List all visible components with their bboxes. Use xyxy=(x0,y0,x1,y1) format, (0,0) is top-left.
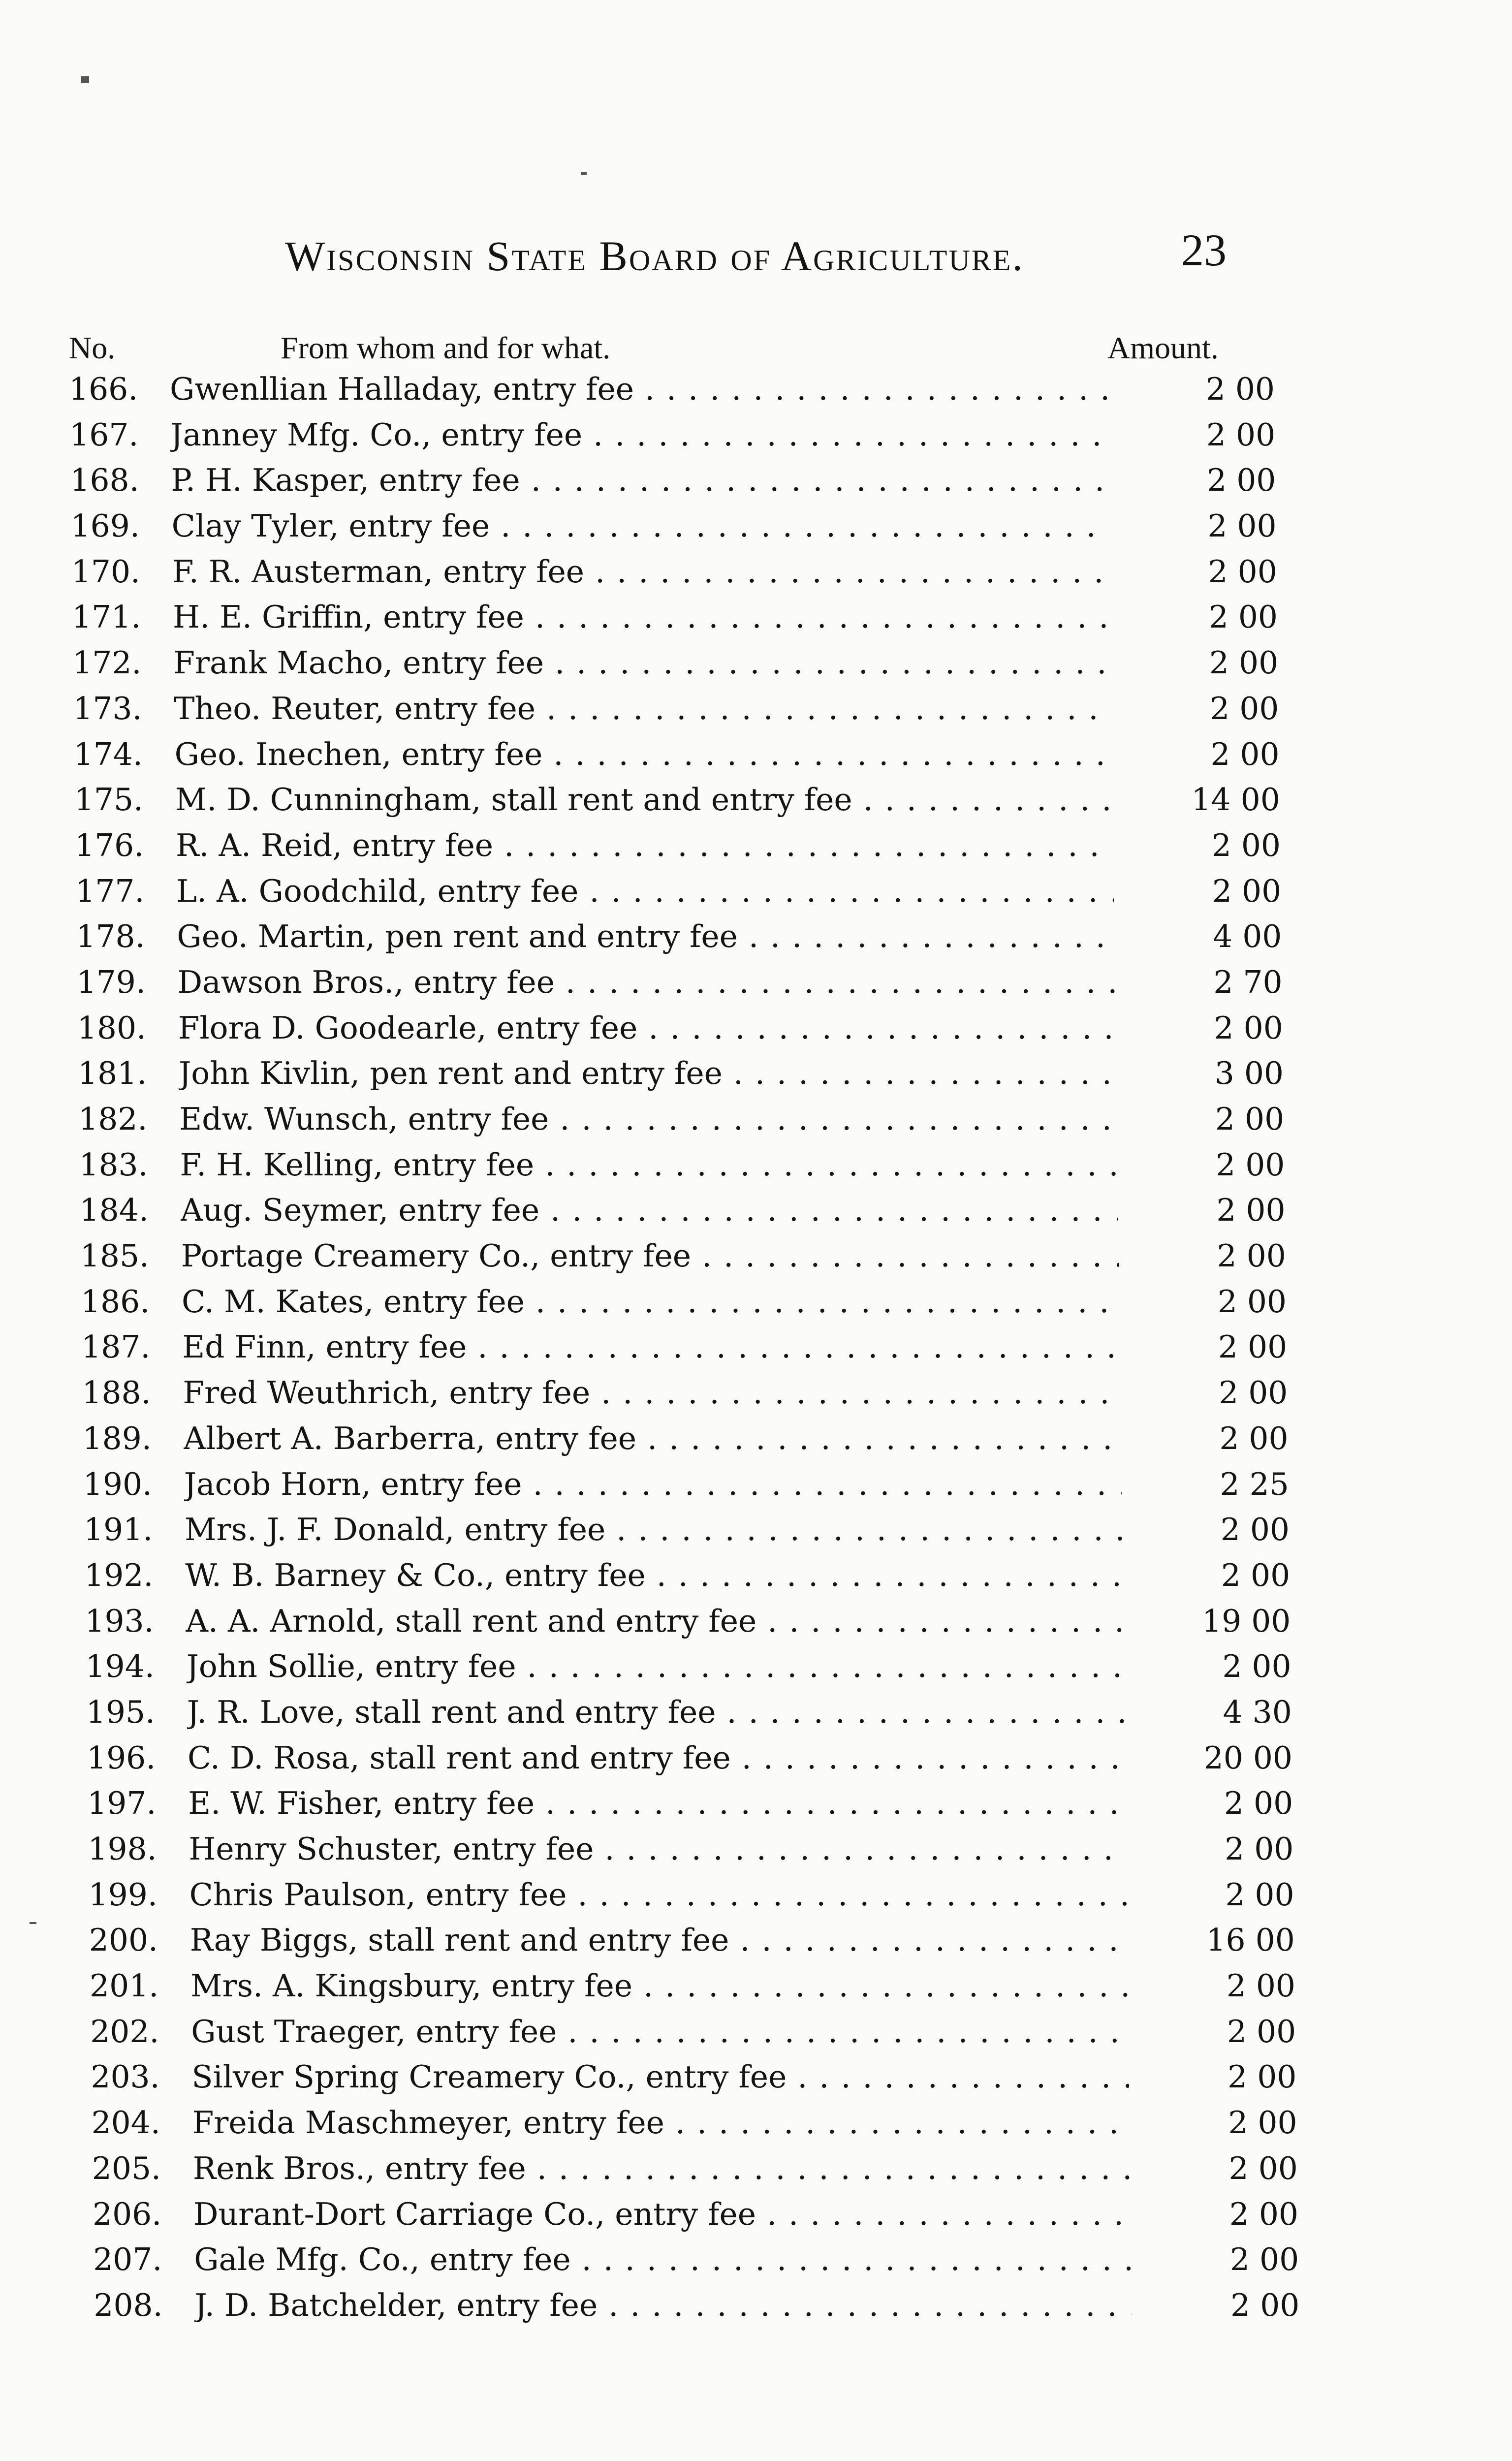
row-amount: 2 00 xyxy=(1222,1648,1292,1685)
row-number: 181. xyxy=(78,1055,147,1092)
row-number: 189. xyxy=(82,1420,152,1456)
row-amount: 14 00 xyxy=(1191,782,1280,818)
row-description: R. A. Reid, entry fee . . . xyxy=(176,823,1113,869)
page-number: 23 xyxy=(1181,225,1227,275)
table-row xyxy=(0,412,1512,458)
row-description: John Kivlin, pen rent and entry fee . . . xyxy=(179,1051,1116,1097)
row-amount: 3 00 xyxy=(1214,1055,1284,1092)
row-number: 169. xyxy=(70,508,140,544)
table-row xyxy=(0,458,1512,504)
row-number: 204. xyxy=(91,2105,160,2141)
table-row xyxy=(0,2146,1512,2192)
row-description: Ray Biggs, stall rent and entry fee . . . xyxy=(190,1918,1128,1963)
row-number: 205. xyxy=(92,2150,161,2186)
table-row xyxy=(0,1735,1512,1781)
row-number: 175. xyxy=(74,782,144,818)
table-row xyxy=(0,2283,1512,2329)
row-description: Durant-Dort Carriage Co., entry fee . . . xyxy=(193,2192,1131,2238)
row-amount: 2 00 xyxy=(1229,2241,1299,2278)
table-row xyxy=(0,914,1512,960)
ink-speck xyxy=(81,76,89,83)
row-amount: 2 00 xyxy=(1219,1375,1288,1411)
row-description: Fred Weuthrich, entry fee . . . xyxy=(183,1370,1120,1416)
row-amount: 2 00 xyxy=(1227,2013,1296,2050)
table-row xyxy=(0,1507,1512,1553)
row-amount: 2 00 xyxy=(1225,1831,1294,1867)
row-amount: 2 00 xyxy=(1206,416,1276,453)
row-amount: 19 00 xyxy=(1202,1603,1291,1639)
table-row xyxy=(0,869,1512,915)
table-row xyxy=(0,1827,1512,1872)
table-row xyxy=(0,1051,1512,1097)
row-number: 197. xyxy=(87,1785,157,1822)
row-description: Gwenllian Halladay, entry fee . . . xyxy=(170,367,1107,412)
row-amount: 2 00 xyxy=(1207,462,1276,499)
table-row xyxy=(0,1553,1512,1599)
row-amount: 2 00 xyxy=(1230,2287,1300,2323)
row-description: A. A. Arnold, stall rent and entry fee . . . xyxy=(186,1599,1123,1644)
row-number: 184. xyxy=(79,1192,149,1229)
table-row xyxy=(0,1599,1512,1644)
row-number: 176. xyxy=(75,827,144,863)
row-amount: 2 00 xyxy=(1208,599,1278,635)
row-description: L. A. Goodchild, entry fee . . . xyxy=(176,869,1114,915)
row-description: J. R. Love, stall rent and entry fee . . . xyxy=(187,1690,1125,1735)
table-row xyxy=(0,960,1512,1006)
table-row xyxy=(0,549,1512,595)
row-number: 196. xyxy=(87,1739,156,1776)
row-amount: 2 00 xyxy=(1220,1512,1290,1548)
table-row xyxy=(0,1279,1512,1325)
table-row xyxy=(0,1370,1512,1416)
table-row xyxy=(0,595,1512,640)
row-description: M. D. Cunningham, stall rent and entry fee . . . xyxy=(175,777,1113,823)
row-amount: 2 00 xyxy=(1214,1010,1283,1046)
row-amount: 2 00 xyxy=(1211,827,1281,863)
row-amount: 2 00 xyxy=(1219,1420,1289,1456)
row-number: 195. xyxy=(86,1694,156,1730)
row-number: 207. xyxy=(93,2241,162,2278)
row-number: 170. xyxy=(71,553,141,590)
row-number: 186. xyxy=(81,1283,150,1320)
row-amount: 2 00 xyxy=(1205,371,1275,407)
row-description: Flora D. Goodearle, entry fee . . . xyxy=(178,1006,1116,1051)
row-description: Albert A. Barberra, entry fee . . . xyxy=(184,1416,1121,1462)
row-number: 171. xyxy=(72,599,141,635)
row-description: Aug. Seymer, entry fee . . . xyxy=(181,1188,1118,1233)
row-description: Renk Bros., entry fee . . . xyxy=(193,2146,1131,2192)
table-row xyxy=(0,367,1512,412)
row-number: 173. xyxy=(73,690,142,726)
row-amount: 2 00 xyxy=(1208,553,1277,590)
row-number: 182. xyxy=(78,1101,148,1137)
table-row xyxy=(0,1006,1512,1051)
row-number: 180. xyxy=(77,1010,147,1046)
row-description: John Sollie, entry fee . . . xyxy=(187,1644,1124,1690)
table-row xyxy=(0,1690,1512,1735)
table-row xyxy=(0,732,1512,778)
row-number: 179. xyxy=(76,964,146,1000)
receipts-table xyxy=(0,367,1512,2329)
row-number: 166. xyxy=(69,371,138,407)
table-row xyxy=(0,2192,1512,2238)
row-number: 199. xyxy=(88,1876,158,1913)
row-description: P. H. Kasper, entry fee . . . xyxy=(171,458,1108,504)
row-description: Freida Maschmeyer, entry fee . . . xyxy=(192,2100,1130,2146)
row-number: 192. xyxy=(84,1557,154,1593)
row-amount: 2 70 xyxy=(1213,964,1283,1000)
row-amount: 2 00 xyxy=(1221,1557,1291,1593)
ink-speck xyxy=(581,172,587,175)
row-description: Edw. Wunsch, entry fee . . . xyxy=(179,1097,1117,1142)
column-header-number: No. xyxy=(69,330,116,365)
column-header-description: From whom and for what. xyxy=(281,330,611,365)
row-description: E. W. Fisher, entry fee . . . xyxy=(188,1781,1126,1827)
row-description: J. D. Batchelder, entry fee . . . xyxy=(194,2283,1132,2329)
table-row xyxy=(0,1963,1512,2009)
row-amount: 2 00 xyxy=(1216,1146,1285,1183)
table-row xyxy=(0,1233,1512,1279)
row-amount: 2 00 xyxy=(1217,1238,1286,1274)
table-row xyxy=(0,1325,1512,1370)
table-row xyxy=(0,1188,1512,1233)
row-description: C. M. Kates, entry fee . . . xyxy=(182,1279,1119,1325)
row-amount: 4 00 xyxy=(1213,918,1282,955)
row-description: Portage Creamery Co., entry fee . . . xyxy=(181,1233,1119,1279)
row-number: 198. xyxy=(88,1831,157,1867)
table-row xyxy=(0,1416,1512,1462)
row-amount: 2 00 xyxy=(1229,2196,1298,2232)
row-description: C. D. Rosa, stall rent and entry fee . . . xyxy=(188,1735,1125,1781)
table-row xyxy=(0,2100,1512,2146)
row-description: Gale Mfg. Co., entry fee . . . xyxy=(194,2237,1132,2283)
table-row xyxy=(0,640,1512,686)
row-description: Clay Tyler, entry fee . . . xyxy=(172,504,1109,549)
row-description: Gust Traeger, entry fee . . . xyxy=(191,2009,1129,2055)
row-amount: 2 00 xyxy=(1212,873,1282,909)
row-number: 188. xyxy=(82,1375,151,1411)
row-number: 174. xyxy=(73,736,143,772)
row-description: Theo. Reuter, entry fee . . . xyxy=(174,686,1111,732)
row-number: 177. xyxy=(75,873,145,909)
table-row xyxy=(0,823,1512,869)
row-description: Janney Mfg. Co., entry fee . . . xyxy=(170,412,1108,458)
row-description: W. B. Barney & Co., entry fee . . . xyxy=(185,1553,1123,1599)
table-row xyxy=(0,1872,1512,1918)
row-amount: 2 00 xyxy=(1218,1329,1288,1365)
row-amount: 2 00 xyxy=(1216,1192,1286,1229)
row-description: H. E. Griffin, entry fee . . . xyxy=(173,595,1110,640)
row-amount: 2 00 xyxy=(1228,2105,1297,2141)
table-row xyxy=(0,1462,1512,1508)
row-description: Frank Macho, entry fee . . . xyxy=(173,640,1111,686)
row-amount: 2 00 xyxy=(1225,1876,1294,1913)
row-number: 202. xyxy=(90,2013,159,2050)
table-row xyxy=(0,2237,1512,2283)
row-number: 172. xyxy=(72,645,142,681)
row-amount: 16 00 xyxy=(1206,1922,1295,1958)
table-row xyxy=(0,1097,1512,1142)
row-amount: 4 30 xyxy=(1223,1694,1292,1730)
row-description: Jacob Horn, entry fee . . . xyxy=(184,1462,1122,1508)
row-number: 191. xyxy=(84,1512,153,1548)
row-amount: 2 00 xyxy=(1207,508,1277,544)
row-number: 206. xyxy=(93,2196,162,2232)
row-amount: 2 00 xyxy=(1215,1101,1285,1137)
column-header-amount: Amount. xyxy=(1107,330,1219,365)
row-amount: 2 00 xyxy=(1224,1785,1293,1822)
table-row xyxy=(0,686,1512,732)
row-number: 193. xyxy=(85,1603,154,1639)
row-amount: 20 00 xyxy=(1203,1739,1292,1776)
row-description: Henry Schuster, entry fee . . . xyxy=(189,1827,1126,1872)
row-amount: 2 00 xyxy=(1209,645,1279,681)
row-amount: 2 00 xyxy=(1217,1283,1287,1320)
row-number: 190. xyxy=(83,1466,153,1502)
row-amount: 2 25 xyxy=(1220,1466,1289,1502)
row-number: 203. xyxy=(91,2059,160,2095)
row-number: 167. xyxy=(69,416,139,453)
row-description: Ed Finn, entry fee . . . xyxy=(182,1325,1120,1370)
row-number: 208. xyxy=(94,2287,163,2323)
running-title: Wisconsin State Board of Agriculture. xyxy=(285,232,1024,280)
row-number: 200. xyxy=(89,1922,158,1958)
table-row xyxy=(0,2054,1512,2100)
table-row xyxy=(0,1918,1512,1963)
row-description: Chris Paulson, entry fee . . . xyxy=(189,1872,1127,1918)
row-amount: 2 00 xyxy=(1228,2059,1297,2095)
row-description: Geo. Martin, pen rent and entry fee . . . xyxy=(177,914,1114,960)
row-number: 201. xyxy=(90,1968,159,2004)
row-description: Mrs. A. Kingsbury, entry fee . . . xyxy=(190,1963,1128,2009)
row-amount: 2 00 xyxy=(1210,736,1280,772)
table-row xyxy=(0,504,1512,549)
row-description: Dawson Bros., entry fee . . . xyxy=(178,960,1115,1006)
row-amount: 2 00 xyxy=(1228,2150,1298,2186)
row-description: F. H. Kelling, entry fee . . . xyxy=(180,1142,1117,1188)
table-row xyxy=(0,1644,1512,1690)
row-description: Geo. Inechen, entry fee . . . xyxy=(175,732,1112,778)
table-row xyxy=(0,2009,1512,2055)
table-row xyxy=(0,777,1512,823)
row-number: 183. xyxy=(79,1146,148,1183)
row-number: 194. xyxy=(85,1648,155,1685)
row-number: 178. xyxy=(76,918,145,955)
row-description: Mrs. J. F. Donald, entry fee . . . xyxy=(185,1507,1122,1553)
row-amount: 2 00 xyxy=(1226,1968,1295,2004)
row-number: 185. xyxy=(80,1238,150,1274)
row-amount: 2 00 xyxy=(1210,690,1279,726)
row-description: Silver Spring Creamery Co., entry fee . . . xyxy=(191,2054,1129,2100)
row-number: 187. xyxy=(81,1329,151,1365)
table-row xyxy=(0,1142,1512,1188)
row-number: 168. xyxy=(70,462,139,499)
row-description: F. R. Austerman, entry fee . . . xyxy=(172,549,1110,595)
table-row xyxy=(0,1781,1512,1827)
